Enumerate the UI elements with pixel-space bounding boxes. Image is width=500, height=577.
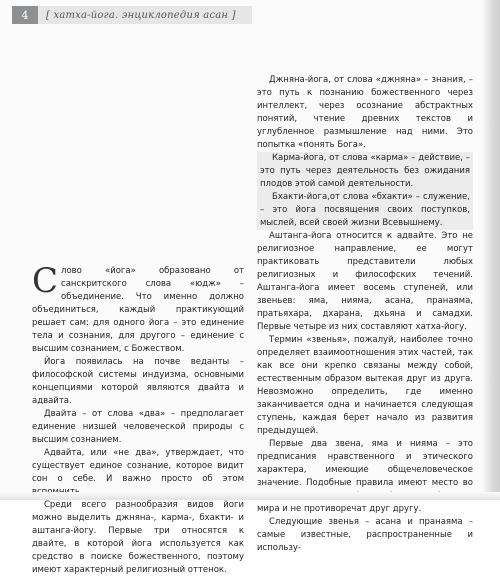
- paragraph-bhakti-yoga: Бхакти-йога,от слова «бхакти» – служение, – это йога посвящения своих поступков, мыслей, всей своей жизни Всевышнему.: [257, 191, 473, 230]
- page-fold-shadow: [482, 0, 500, 500]
- paragraph-intro: [32, 261, 244, 356]
- right-column: [257, 74, 473, 555]
- paragraph: Адвайта, или «не два», утверждает, что существует единое сознание, которое видит сон о себе. И важно просто об этом: [32, 448, 244, 484]
- paragraph-links: Термин «звенья», пожалуй, наиболее точно определяет взаимоотношения этих частей, так как все они крепко связаны между собой, естественным образом вытекая друг из друга. Невозможно определить, где именно заканчивается одна и начинается следующая ступень, каждая берет начало из развития предыдущей.: [257, 335, 473, 436]
- left-column: [32, 261, 244, 577]
- paragraph-yama-niyama: Первые два звена, яма и нияма – это предписания нравственного и этического характера, имеющие общечеловеческое значение. Подобные правила имеют место во мира и не противоречат друг другу.: [257, 439, 473, 514]
- paragraph-karma-yoga: Карма-йога, от слова «карма» – действие, – это путь через деятельность без ожидания плодов этой самой деятельности.: [257, 152, 473, 191]
- paragraph-ashtanga-yoga: Аштанга-йога относится к адвайте. Это не религиозное направление, ее могут практиковать представители любых религиозных и философских течений. Аштанга-йога имеет восемь ступеней, или звеньев: яма, нияма, асана, пранаяма, пратьяхара, дхарана, дхьяна и самадхи. Первые четыре из них составляют хатха-йогу.: [257, 231, 473, 332]
- page-bottom-shadow: [0, 492, 500, 500]
- paragraph: Среди всего разнообразия видов йоги можно выделить джняна-, карма-, бхакти- и аштанга-йогу. Первые три относятся к двайте, в которой йога используется как средство в поиске божественного, поэтому имеют характерный религиозный оттенок.: [32, 500, 244, 575]
- paragraph-text: лово «йога» образовано от санскритского слова «юдж» – объединение. Что именно должно объединиться, каждый практикующий решает сам: для одного йога – это единение тела и сознания, для другого – единение с высшим сознанием, с Божеством.: [32, 266, 244, 354]
- paragraph-jnana-yoga: Джняна-йога, от слова «джняна» – знания, – это путь к познанию божественного через интеллект, через осознание абстрактных понятий, чтение древних текстов и углубленное размышление над ними. Это попытка «понять Бога».: [257, 75, 473, 150]
- paragraph: Двайта – от слова «два» – предполагает единение низшей человеческой природы с высшим сознанием.: [32, 409, 244, 445]
- paragraph-asana-pranayama: Следующие звенья – асана и пранаяма – самые известные, распространенные и использу-: [257, 517, 473, 553]
- page-header: [12, 6, 252, 24]
- drop-cap: С: [32, 261, 59, 301]
- paragraph: Йога появилась на почве веданты – философской системы индуизма, основными концепциями которой являются двайта и адвайта.: [32, 357, 244, 406]
- page-number: 4: [12, 6, 38, 24]
- running-title: [ хатха-йога. энциклопедия асан ]: [38, 6, 252, 24]
